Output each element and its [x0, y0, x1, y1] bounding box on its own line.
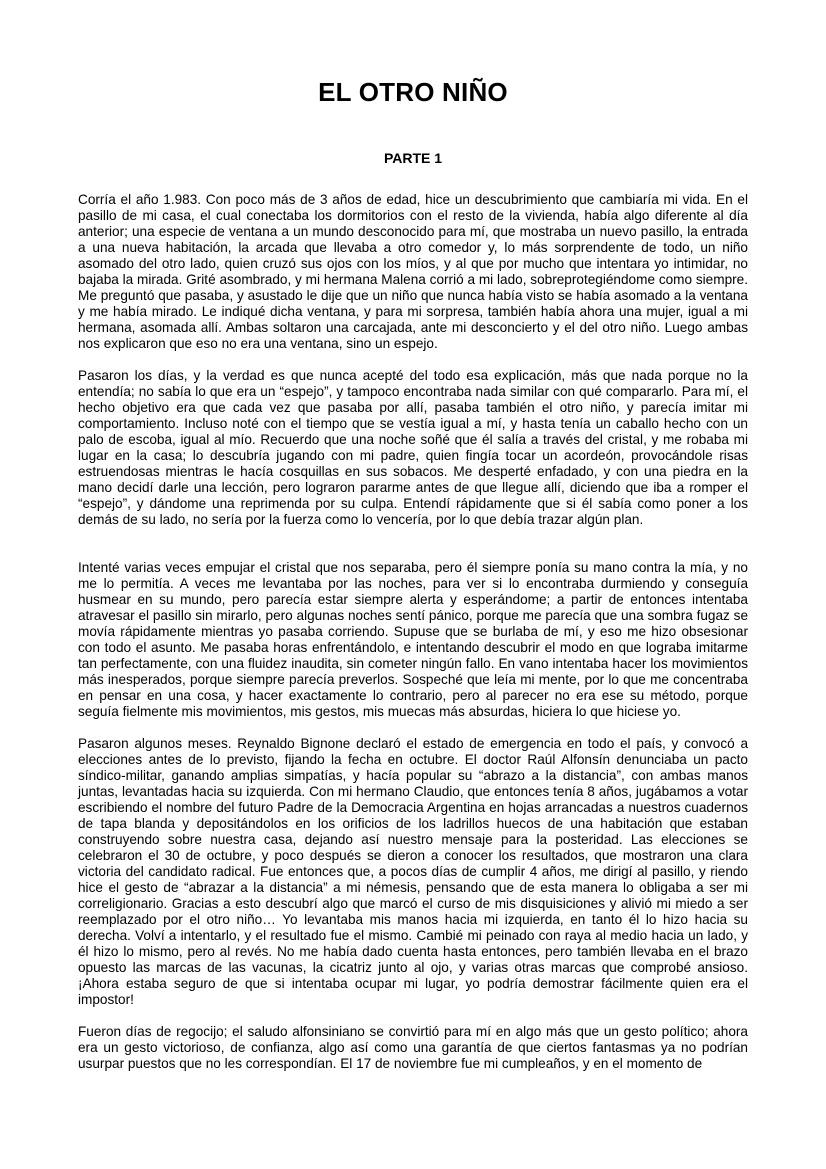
document-title: EL OTRO NIÑO	[318, 77, 508, 107]
paragraph-2: Pasaron los días, y la verdad es que nunca acepté del todo esa explicación, más que nada porque no la entendía; no sabía lo que era un “espejo”, y tampoco encontraba nada similar con qué compararlo. Para mí, el hecho objetivo era que cada vez que pasaba por allí, pasaba también el otro niño, y parecía imitar mi comportamiento. Incluso noté con el tiempo que se vestía igual a mí, y hasta tenía un caballo hecho con un palo de escoba, igual al mío. Recuerdo que una noche soñé que él salía a través del cristal, y me robaba mi lugar en la casa; lo descubría jugando con mi padre, quien fingía tocar un acordeón, provocándole risas estruendosas mientras le hacía cosquillas en sus sobacos. Me desperté enfadado, y con una piedra en la mano decidí darle una lección, pero lograron pararme antes de que llegue allí, diciendo que iba a romper el “espejo”, y dándome una reprimenda por su culpa. Entendí rápidamente que si él sabía como poner a los demás de su lado, no sería por la fuerza como lo vencería, por lo que debía trazar algún plan.	[78, 368, 748, 527]
paragraph-1: Corría el año 1.983. Con poco más de 3 años de edad, hice un descubrimiento que cambiaría mi vida. En el pasillo de mi casa, el cual conectaba los dormitorios con el resto de la vivienda, había algo diferente al día anterior; una especie de ventana a un mundo desconocido para mí, que mostraba un nuevo pasillo, la entrada a una nueva habitación, la arcada que llevaba a otro comedor y, lo más sorprendente de todo, un niño asomado del otro lado, quien cruzó sus ojos con los míos, y al que por mucho que intentara yo intimidar, no bajaba la mirada. Grité asombrado, y mi hermana Malena corrió a mi lado, sobreprotegiéndome como siempre. Me preguntó que pasaba, y asustado le dije que un niño que nunca había visto se había asomado a la ventana y me había mirado. Le indiqué dicha ventana, y para mi sorpresa, también había ahora una mujer, igual a mi hermana, asomada allí. Ambas soltaron una carcajada, ante mi desconcierto y el del otro niño. Luego ambas nos explicaron que eso no era una ventana, sino un espejo.	[78, 192, 748, 351]
paragraph-3: Intenté varias veces empujar el cristal que nos separaba, pero él siempre ponía su mano contra la mía, y no me lo permitía. A veces me levantaba por las noches, para ver si lo encontraba durmiendo y conseguía husmear en su mundo, pero parecía estar siempre alerta y esperándome; a partir de entonces intentaba atravesar el pasillo sin mirarlo, pero algunas noches sentí pánico, porque me parecía que una sombra fugaz se movía rápidamente mientras yo pasaba corriendo. Supuse que se burlaba de mí, y eso me hizo obsesionar con todo el asunto. Me pasaba horas enfrentándolo, e intentando descubrir el modo en que lograba imitarme tan perfectamente, con una fluidez inaudita, sin cometer ningún fallo. En vano intentaba hacer los movimientos más inesperados, porque siempre parecía preverlos. Sospeché que leía mi mente, por lo que me concentraba en pensar en una cosa, y hacer exactamente lo contrario, pero al parecer no era ese su método, porque seguía fielmente mis movimientos, mis gestos, mis muecas más absurdas, hiciera lo que hiciese yo.	[78, 560, 748, 719]
part-heading: PARTE 1	[383, 150, 443, 166]
paragraph-4: Pasaron algunos meses. Reynaldo Bignone declaró el estado de emergencia en todo el país, y convocó a elecciones antes de lo previsto, fijando la fecha en octubre. El doctor Raúl Alfonsín denunciaba un pacto síndico-militar, ganando amplias simpatías, y hacía popular su “abrazo a la distancia”, con ambas manos juntas, levantadas hacia su izquierda. Con mi hermano Claudio, que entonces tenía 8 años, jugábamos a votar escribiendo el nombre del futuro Padre de la Democracia Argentina en hojas arrancadas a nuestros cuadernos de tapa blanda y depositándolos en los orificios de los ladrillos huecos de una habitación que estaban construyendo sobre nuestra casa, dejando así nuestro mensaje para la posteridad. Las elecciones se celebraron el 30 de octubre, y poco después se dieron a conocer los resultados, que mostraron una clara victoria del candidato radical. Fue entonces que, a pocos días de cumplir 4 años, me dirigí al pasillo, y riendo hice el gesto de “abrazar a la distancia” a mi némesis, pensando que de esta manera lo obligaba a ser mi correligionario. Gracias a esto descubrí algo que marcó el curso de mis disquisiciones y alivió mi miedo a ser reemplazado por el otro niño… Yo levantaba mis manos hacia mi izquierda, en tanto él lo hizo hacia su derecha. Volví a intentarlo, y el resultado fue el mismo. Cambié mi peinado con raya al medio hacia un lado, y él hizo lo mismo, pero al revés. No me había dado cuenta hasta entonces, pero también llevaba en el brazo opuesto las marcas de las vacunas, la cicatriz junto al ojo, y varias otras marcas que comprobé ansioso. ¡Ahora estaba seguro de que si intentaba ocupar mi lugar, yo podría demostrar fácilmente quien era el impostor!	[78, 736, 748, 1007]
paragraph-5: Fueron días de regocijo; el saludo alfonsiniano se convirtió para mí en algo más que un gesto político; ahora era un gesto victorioso, de confianza, algo así como una garantía de que ciertos fantasmas ya no podrían usurpar puestos que no les correspondían. El 17 de noviembre fue mi cumpleaños, y en el momento de	[78, 1024, 748, 1071]
